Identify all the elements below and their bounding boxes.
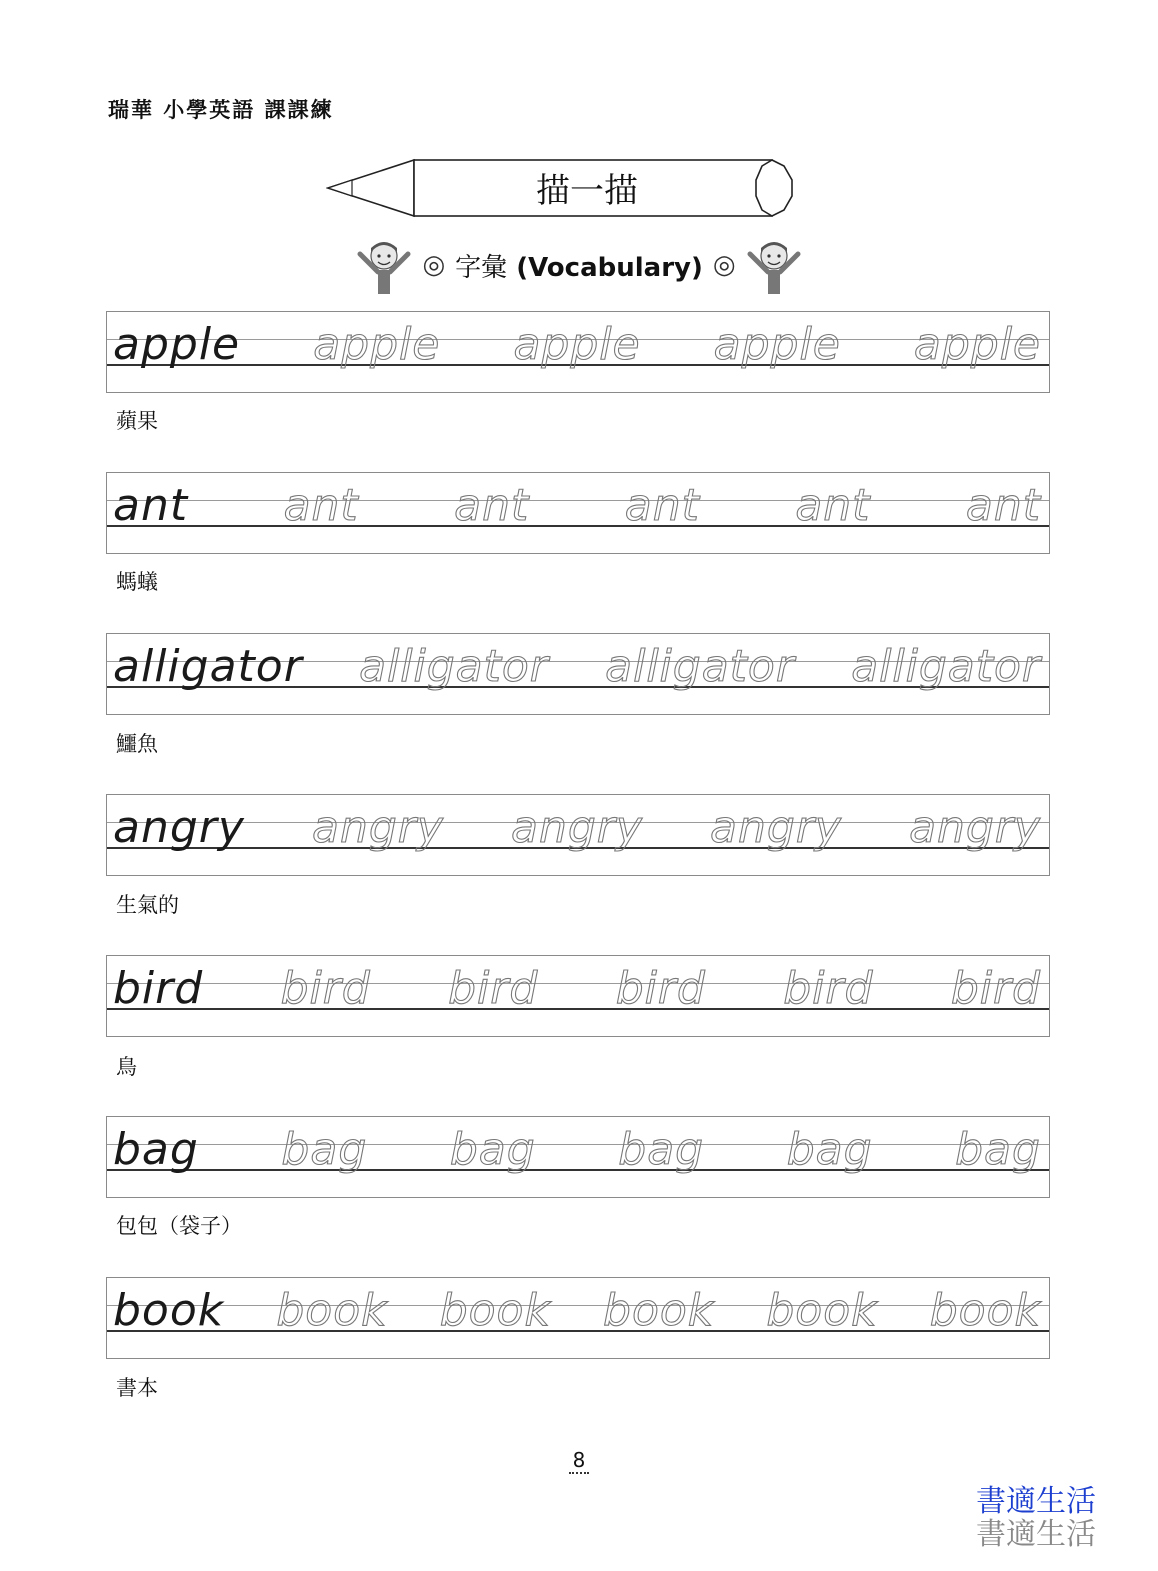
trace-word: bird <box>950 963 1041 1014</box>
trace-word: alligator <box>359 641 549 692</box>
trace-word: apple <box>313 319 441 370</box>
tracing-lines <box>106 955 1050 1037</box>
page-number-text: 8 <box>569 1448 590 1474</box>
trace-word: ant <box>283 480 359 531</box>
brand-watermark-secondary: 書適生活 <box>976 1517 1096 1552</box>
model-word: apple <box>113 319 241 370</box>
page-number <box>0 1448 1158 1472</box>
word-row <box>113 1120 1041 1180</box>
word-meaning: 書本 <box>116 1376 158 1400</box>
trace-word: bag <box>786 1124 873 1175</box>
trace-word: angry <box>312 802 444 853</box>
trace-word: angry <box>710 802 842 853</box>
trace-word: book <box>439 1285 551 1336</box>
trace-word: ant <box>454 480 530 531</box>
trace-word: angry <box>909 802 1041 853</box>
trace-word: ant <box>965 480 1041 531</box>
kid-right-icon <box>746 234 802 296</box>
tracing-lines <box>106 1277 1050 1359</box>
word-row <box>113 1281 1041 1341</box>
section-title-zh: 字彙 <box>455 252 508 283</box>
trace-word: bird <box>448 963 539 1014</box>
section-heading <box>318 234 840 296</box>
trace-word: book <box>929 1285 1041 1336</box>
trace-word: ant <box>624 480 700 531</box>
trace-word: ant <box>795 480 871 531</box>
word-row <box>113 315 1041 375</box>
trace-word: bag <box>955 1124 1041 1175</box>
trace-word: bird <box>783 963 874 1014</box>
model-word: bag <box>113 1124 199 1175</box>
model-word: angry <box>113 802 245 853</box>
trace-word: book <box>766 1285 878 1336</box>
brand-watermark-primary: 書適生活 <box>976 1484 1096 1519</box>
trace-word: bird <box>615 963 706 1014</box>
word-meaning: 鱷魚 <box>116 732 158 756</box>
section-title <box>455 247 703 284</box>
trace-word: apple <box>713 319 841 370</box>
tracing-lines <box>106 311 1050 393</box>
word-row <box>113 798 1041 858</box>
tracing-lines <box>106 633 1050 715</box>
trace-word: book <box>276 1285 388 1336</box>
word-meaning: 包包（袋子） <box>116 1214 242 1238</box>
page-header-title: 瑞華 小學英語 課課練 <box>108 97 334 122</box>
trace-word: alligator <box>605 641 795 692</box>
banner-title: 描一描 <box>536 170 638 211</box>
word-row <box>113 476 1041 536</box>
model-word: book <box>113 1285 225 1336</box>
word-row <box>113 637 1041 697</box>
model-word: alligator <box>113 641 303 692</box>
trace-word: bag <box>449 1124 536 1175</box>
section-title-en: (Vocabulary) <box>516 252 703 283</box>
word-meaning: 螞蟻 <box>116 570 158 594</box>
word-meaning: 蘋果 <box>116 409 158 433</box>
tracing-lines <box>106 1116 1050 1198</box>
tracing-lines <box>106 794 1050 876</box>
kid-left-icon <box>356 234 412 296</box>
word-row <box>113 959 1041 1019</box>
ring-symbol-left: ◎ <box>422 250 446 280</box>
trace-word: apple <box>913 319 1041 370</box>
trace-word: apple <box>513 319 641 370</box>
trace-word: bag <box>618 1124 705 1175</box>
model-word: ant <box>113 480 189 531</box>
model-word: bird <box>113 963 204 1014</box>
word-meaning: 生氣的 <box>116 893 179 917</box>
word-meaning: 鳥 <box>116 1055 137 1079</box>
trace-word: book <box>603 1285 715 1336</box>
ring-symbol-right: ◎ <box>712 250 736 280</box>
trace-word: bird <box>280 963 371 1014</box>
trace-word: bag <box>281 1124 368 1175</box>
trace-word: angry <box>511 802 643 853</box>
tracing-lines <box>106 472 1050 554</box>
trace-word: alligator <box>851 641 1041 692</box>
